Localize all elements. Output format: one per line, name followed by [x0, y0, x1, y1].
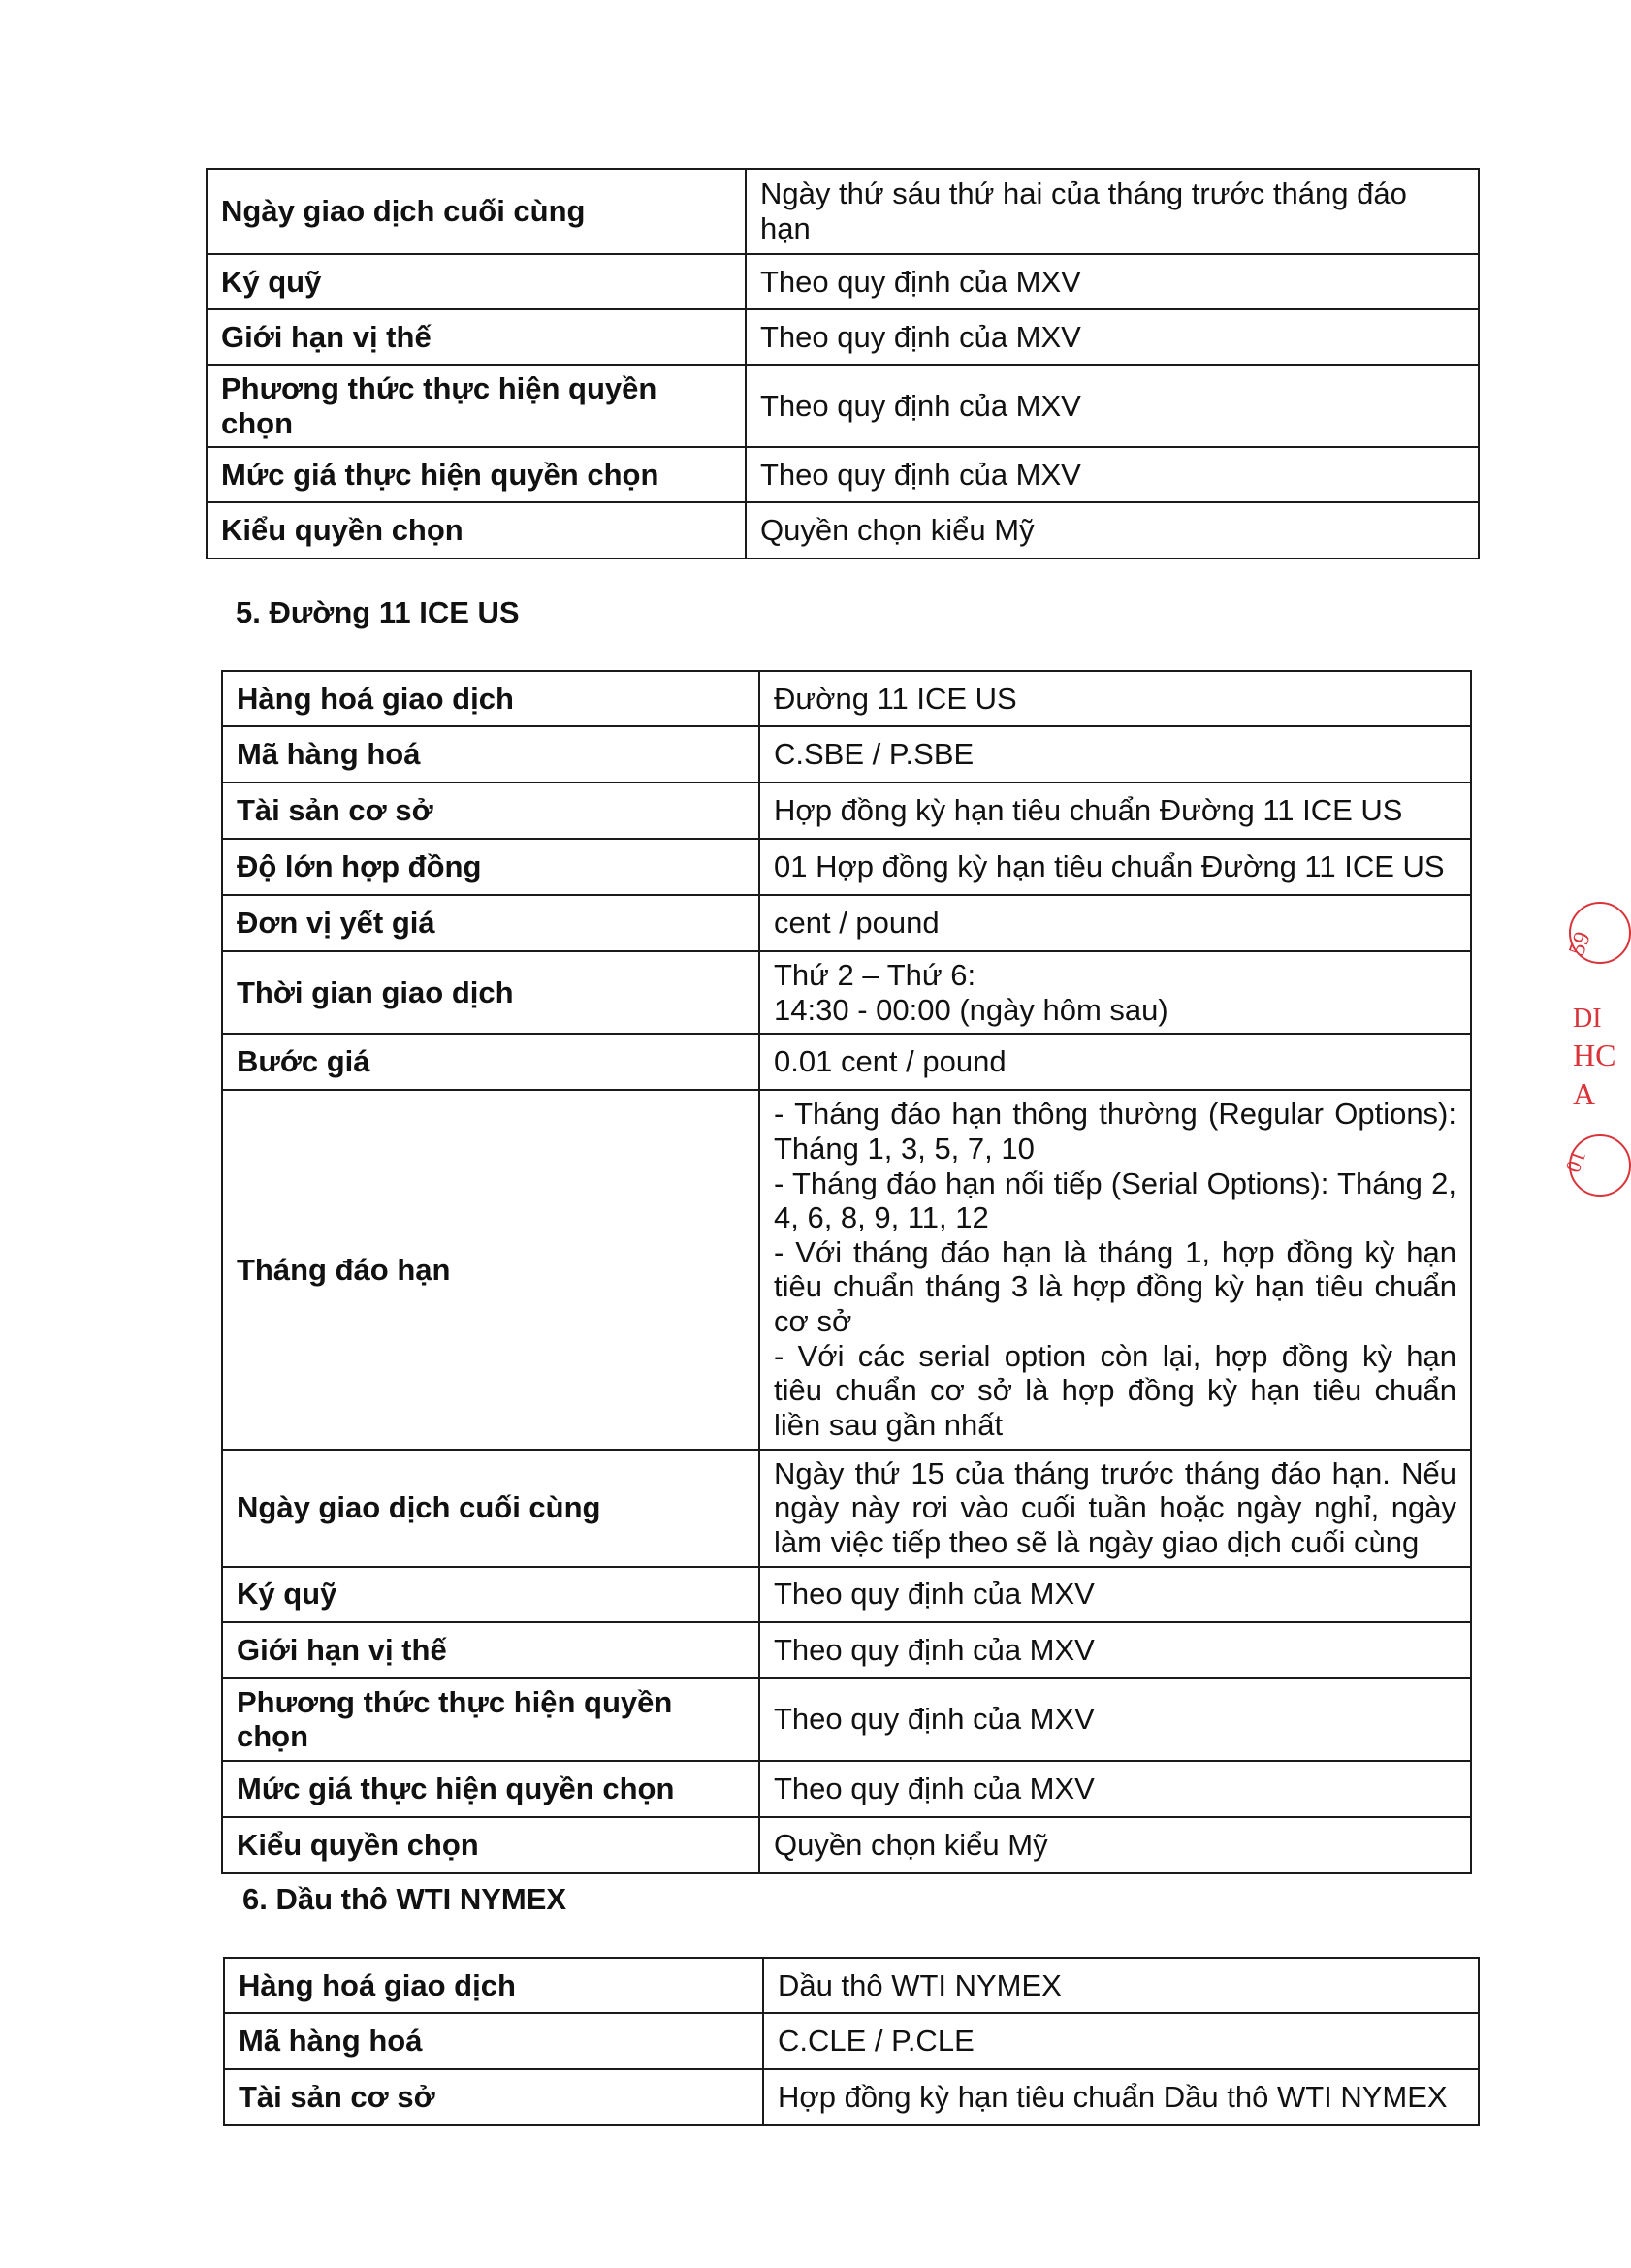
row-value: Theo quy định của MXV — [759, 1567, 1471, 1622]
row-label: Giới hạn vị thế — [207, 309, 746, 365]
table-row — [224, 2069, 1479, 2125]
row-label: Phương thức thực hiện quyền chọn — [207, 365, 746, 447]
table-row — [222, 1090, 1471, 1449]
table-row — [222, 951, 1471, 1034]
row-label: Giới hạn vị thế — [222, 1622, 759, 1678]
table-row — [222, 1567, 1471, 1622]
row-value: Quyền chọn kiểu Mỹ — [746, 502, 1479, 559]
table-row — [222, 1678, 1471, 1761]
row-value — [759, 951, 1471, 1034]
row-label: Tài sản cơ sở — [224, 2069, 763, 2125]
row-label: Kiểu quyền chọn — [207, 502, 746, 559]
stamp-text: DI — [1573, 1004, 1602, 1034]
table-row — [207, 502, 1479, 559]
stamp-text: 59 — [1564, 928, 1596, 960]
table-row — [222, 1817, 1471, 1873]
row-label: Hàng hoá giao dịch — [222, 671, 759, 726]
stamp-text: HC — [1573, 1038, 1616, 1072]
row-value: Theo quy định của MXV — [746, 365, 1479, 447]
row-value: Ngày thứ 15 của tháng trước tháng đáo hạn. Nếu ngày này rơi vào cuối tuần hoặc ngày nghỉ, ngày làm việc tiếp theo sẽ là ngày giao dịch cuối cùng — [759, 1450, 1471, 1567]
row-value: Theo quy định của MXV — [746, 447, 1479, 502]
row-value: Ngày thứ sáu thứ hai của tháng trước tháng đáo hạn — [746, 169, 1479, 254]
row-label: Bước giá — [222, 1034, 759, 1090]
row-label: Ký quỹ — [207, 254, 746, 309]
table-row — [222, 671, 1471, 726]
spec-table-wti — [223, 1957, 1480, 2126]
row-label: Mã hàng hoá — [222, 726, 759, 783]
table-row — [224, 1958, 1479, 2013]
value-line: - Tháng đáo hạn nối tiếp (Serial Options): Tháng 2, 4, 6, 8, 9, 11, 12 — [774, 1166, 1456, 1235]
row-value: Hợp đồng kỳ hạn tiêu chuẩn Dầu thô WTI NYMEX — [763, 2069, 1479, 2125]
value-line: 14:30 - 00:00 (ngày hôm sau) — [774, 992, 1168, 1027]
row-label: Hàng hoá giao dịch — [224, 1958, 763, 2013]
row-value: 0.01 cent / pound — [759, 1034, 1471, 1090]
table-row — [207, 254, 1479, 309]
row-label: Ngày giao dịch cuối cùng — [222, 1450, 759, 1567]
table-row — [207, 447, 1479, 502]
row-label: Ký quỹ — [222, 1567, 759, 1622]
row-label: Thời gian giao dịch — [222, 951, 759, 1034]
row-label: Mức giá thực hiện quyền chọn — [207, 447, 746, 502]
row-value: Theo quy định của MXV — [746, 309, 1479, 365]
table-row — [222, 1034, 1471, 1090]
row-value: C.CLE / P.CLE — [763, 2013, 1479, 2069]
row-label: Tháng đáo hạn — [222, 1090, 759, 1449]
row-value: Theo quy định của MXV — [759, 1622, 1471, 1678]
table-row — [207, 169, 1479, 254]
row-label: Tài sản cơ sở — [222, 783, 759, 839]
table-row — [222, 783, 1471, 839]
table-row — [224, 2013, 1479, 2069]
value-line: - Với các serial option còn lại, hợp đồng kỳ hạn tiêu chuẩn cơ sở là hợp đồng kỳ hạn tiêu chuẩn liền sau gần nhất — [774, 1338, 1456, 1443]
value-line: - Tháng đáo hạn thông thường (Regular Options): Tháng 1, 3, 5, 7, 10 — [774, 1097, 1456, 1166]
value-line: - Với tháng đáo hạn là tháng 1, hợp đồng kỳ hạn tiêu chuẩn tháng 3 là hợp đồng kỳ hạn tiêu chuẩn cơ sở — [774, 1234, 1456, 1339]
row-value: cent / pound — [759, 895, 1471, 951]
row-value: Theo quy định của MXV — [746, 254, 1479, 309]
table-row — [222, 1450, 1471, 1567]
row-value: Dầu thô WTI NYMEX — [763, 1958, 1479, 2013]
row-value: Theo quy định của MXV — [759, 1761, 1471, 1817]
row-label: Mức giá thực hiện quyền chọn — [222, 1761, 759, 1817]
row-value: C.SBE / P.SBE — [759, 726, 1471, 783]
row-value: Đường 11 ICE US — [759, 671, 1471, 726]
stamp-text: 01 — [1560, 1147, 1591, 1176]
table-row — [222, 1622, 1471, 1678]
row-label: Độ lớn hợp đồng — [222, 839, 759, 895]
table-row — [207, 365, 1479, 447]
table-row — [222, 839, 1471, 895]
row-label: Đơn vị yết giá — [222, 895, 759, 951]
section-heading: 5. Đường 11 ICE US — [236, 595, 520, 629]
table-row — [222, 1761, 1471, 1817]
row-label: Kiểu quyền chọn — [222, 1817, 759, 1873]
row-value — [759, 1090, 1471, 1449]
stamp-text: A — [1573, 1076, 1596, 1111]
value-line: Thứ 2 – Thứ 6: — [774, 958, 976, 992]
table-row — [222, 895, 1471, 951]
table-row — [207, 309, 1479, 365]
row-value: Quyền chọn kiểu Mỹ — [759, 1817, 1471, 1873]
section-heading: 6. Dầu thô WTI NYMEX — [242, 1882, 567, 1916]
red-stamp-fragment — [1551, 902, 1616, 1212]
spec-table-continued — [206, 168, 1480, 559]
spec-table-sugar — [221, 670, 1472, 1874]
row-label: Phương thức thực hiện quyền chọn — [222, 1678, 759, 1761]
row-value: Theo quy định của MXV — [759, 1678, 1471, 1761]
table-row — [222, 726, 1471, 783]
row-label: Ngày giao dịch cuối cùng — [207, 169, 746, 254]
row-value: Hợp đồng kỳ hạn tiêu chuẩn Đường 11 ICE US — [759, 783, 1471, 839]
row-label: Mã hàng hoá — [224, 2013, 763, 2069]
row-value: 01 Hợp đồng kỳ hạn tiêu chuẩn Đường 11 ICE US — [759, 839, 1471, 895]
